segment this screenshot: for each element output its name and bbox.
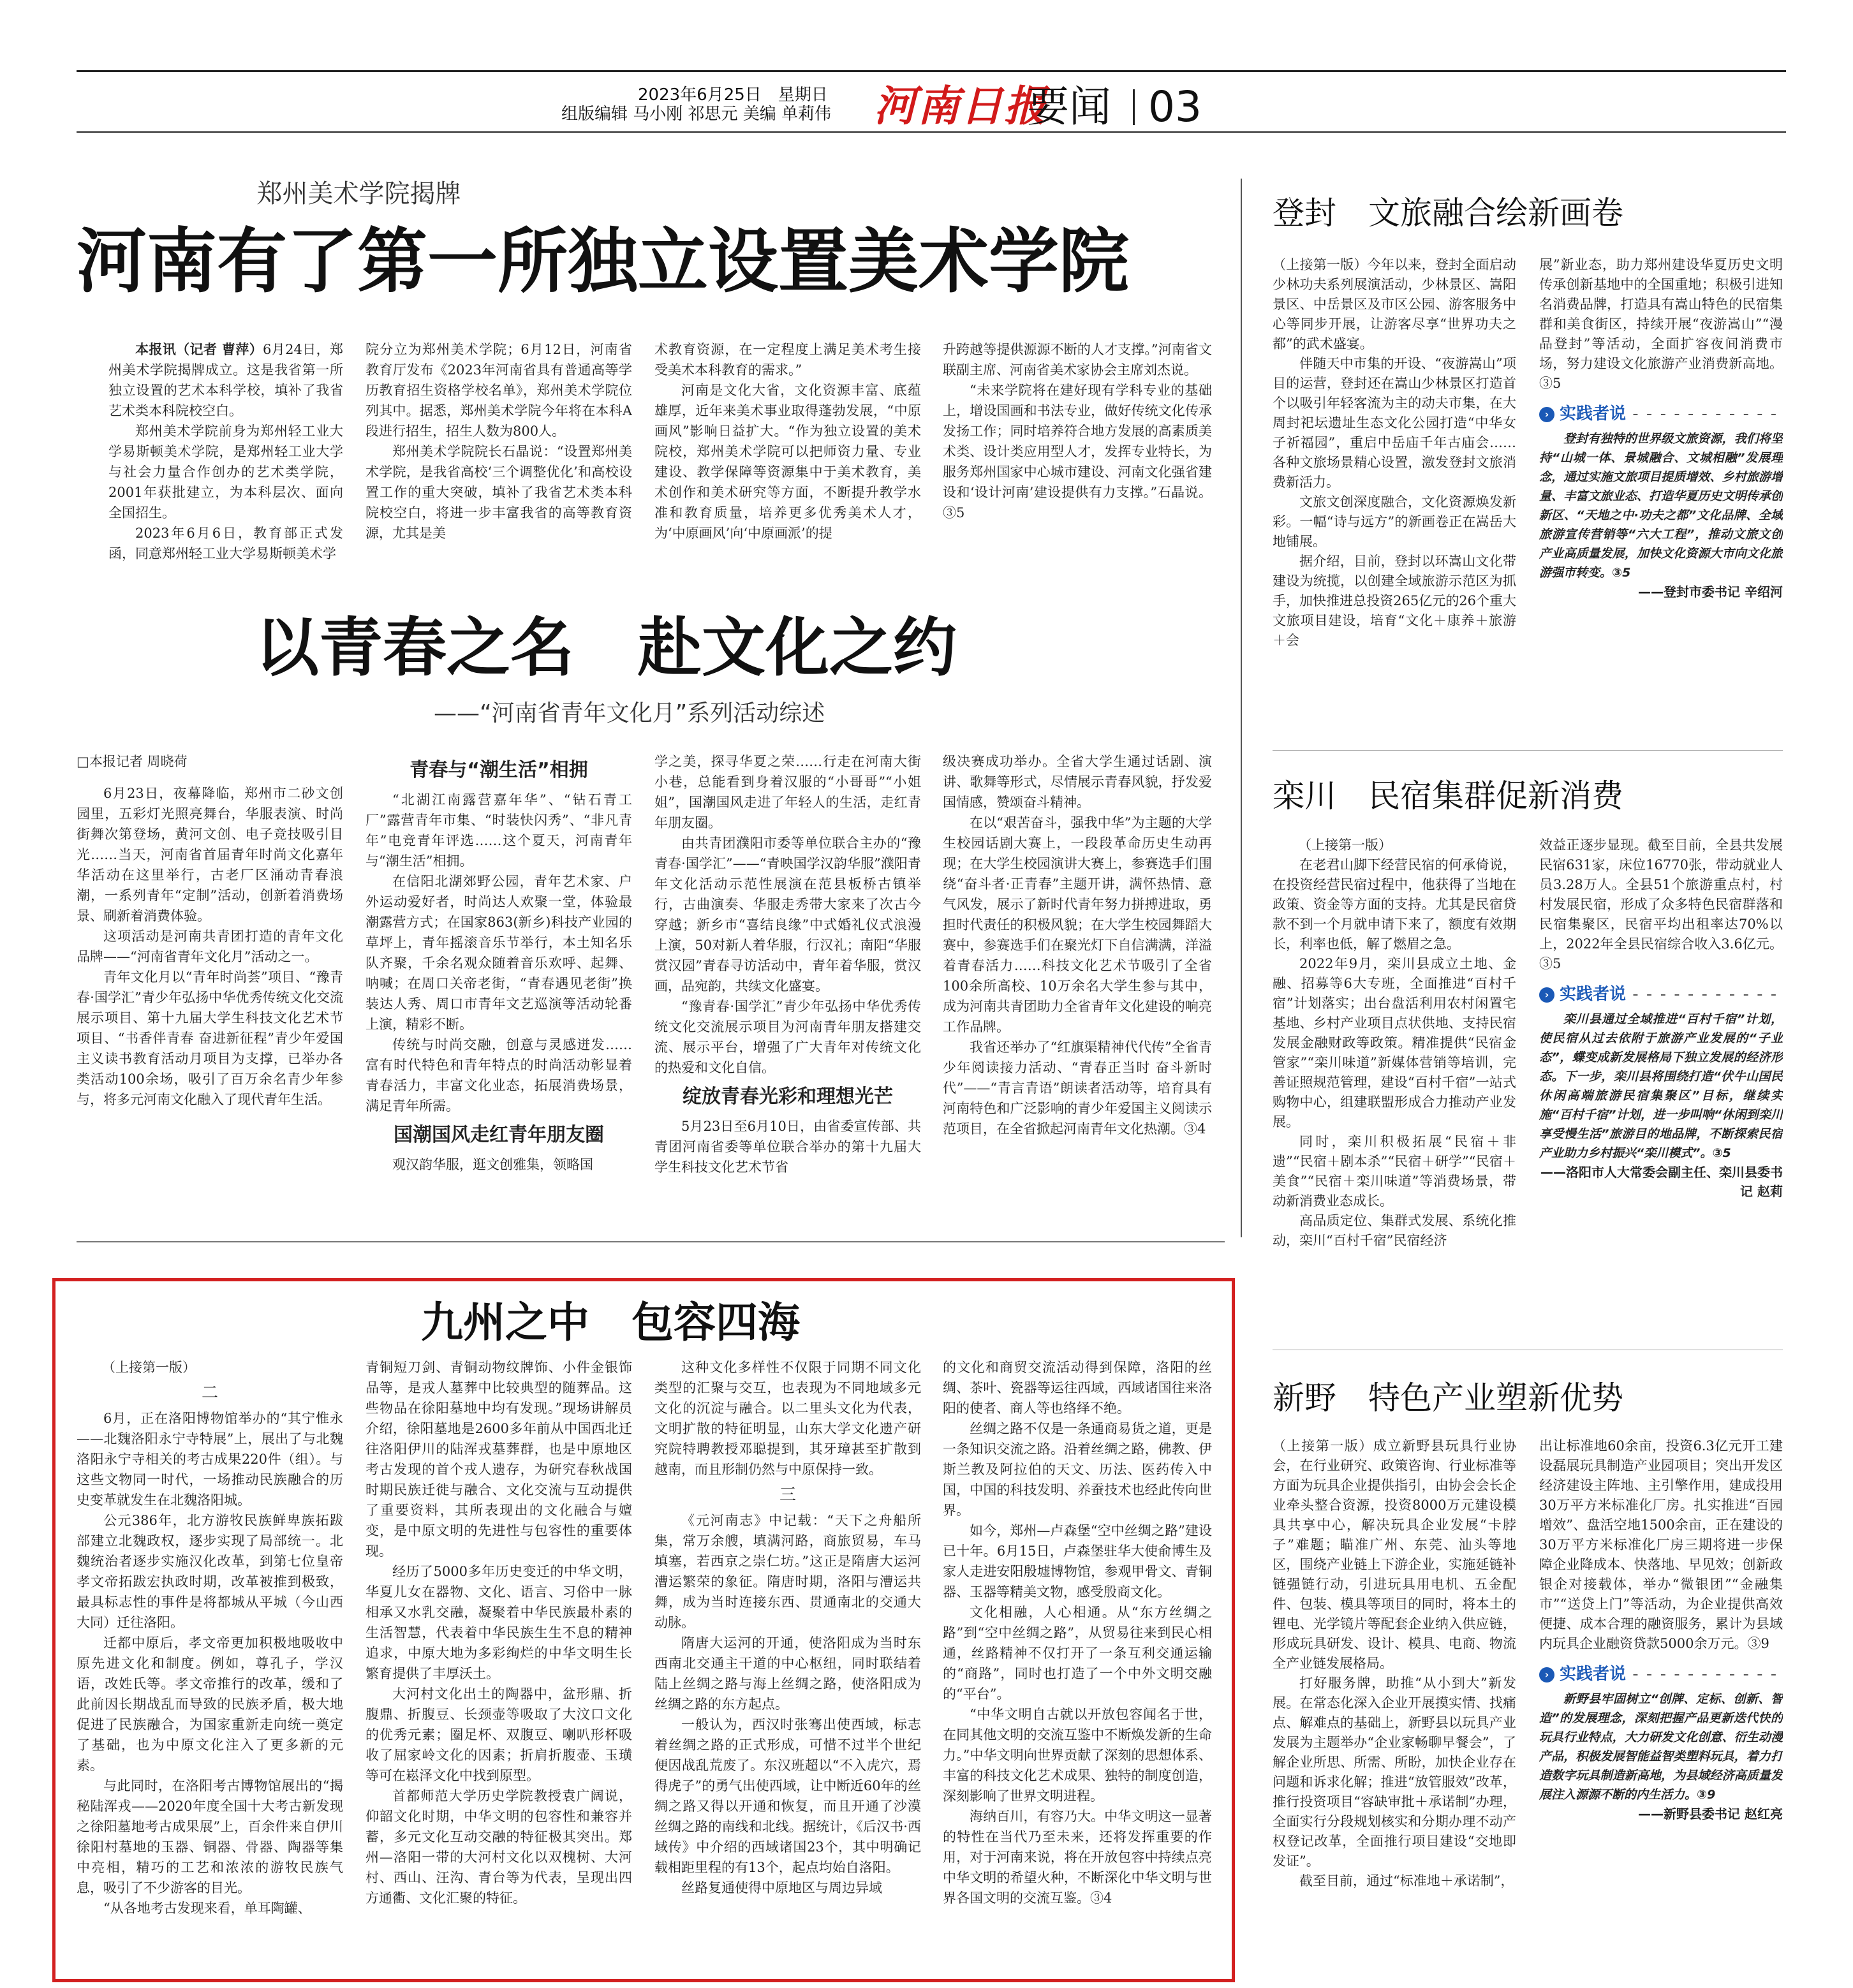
paragraph: 如今，郑州—卢森堡“空中丝绸之路”建设已十年。6月15日，卢森堡驻华大使俞博生及家人走进安阳殷墟博物馆，参观甲骨文、青铜器、玉器等精美文物，感受殷商文化。 [943, 1523, 1212, 1600]
practitioner-says-text: 实践者说 [1560, 985, 1627, 1004]
paragraph: 我省还举办了“红旗渠精神代代传”全省青少年阅读接力活动、“青春正当时 奋斗新时代”——“青言青语”朗读者活动等，培育具有河南特色和广泛影响的青少年爱国主义阅读示范项目，在全省掀起河南青年文化热潮。③4 [943, 1040, 1212, 1137]
paragraph: 截至目前，通过“标准地＋承诺制”， [1299, 1873, 1514, 1889]
youth-col-4 [943, 751, 1212, 1223]
practitioner-says-label: › 实践者说 - - - - - - - - - - - [1539, 1663, 1783, 1686]
youth-col-3 [654, 751, 921, 1223]
youth-subheading-2: 国潮国风走红青年朋友圈 [394, 1124, 604, 1146]
column-divider [1241, 179, 1242, 1237]
paragraph: 经历了5000多年历史变迁的中华文明，华夏儿女在器物、文化、语言、习俗中一脉相承又水乳交融，凝聚着中华民族最朴素的生活智慧，代表着中华民族生生不息的精神追求，中原大地为多彩绚烂的中华文明生长繁育提供了丰厚沃土。 [365, 1564, 632, 1681]
paragraph: 郑州美术学院院长石晶说：“设置郑州美术学院，是我省高校‘三个调整优化’和高校设置工作的重大突破，填补了我省艺术类本科院校空白，将进一步丰富我省的高等教育资源，尤其是美 [365, 444, 632, 541]
paragraph: 青铜短刀剑、青铜动物纹牌饰、小件金银饰品等，是戎人墓葬中比较典型的随葬品。这些物品在徐阳墓地中均有发现。”现场讲解员介绍，徐阳墓地是2600多年前从中国西北迁往洛阳伊川的陆浑戎墓葬群，也是中原地区考古发现的首个戎人遗存，为研究春秋战国时期民族迁徙与融合、文化交流与互动提供了重要资料，其所表现出的文化融合与嬗变，是中原文明的先进性与包容性的重要体现。 [365, 1360, 632, 1559]
paragraph: 文化相融，人心相通。从“东方丝绸之路”到“空中丝绸之路”，从贸易往来到民心相通，丝路精神不仅打开了一条互利交通运输的“商路”，同时也打造了一个中外文明交融的“平台”。 [943, 1605, 1212, 1702]
paragraph: 隋唐大运河的开通，使洛阳成为当时东西南北交通主干道的中心枢纽，同时联结着陆上丝绸之路与海上丝绸之路，使洛阳成为丝绸之路的东方起点。 [654, 1635, 921, 1712]
paragraph: 在以“艰苦奋斗，强我中华”为主题的大学生校园话剧大赛上，一段段革命历史生动再现；在大学生校园演讲大赛上，参赛选手们围绕“奋斗者·正青春”主题开讲，满怀热情、意气风发，展示了新时代青年努力拼搏进取，勇担时代责任的积极风貌；在大学生校园舞蹈大赛中，参赛选手们在聚光灯下自信满满，洋溢着青春活力……科技文化艺术节吸引了全省100余所高校、10万余名大学生参与其中，成为河南共青团助力全省青年文化建设的响亮工作品牌。 [943, 815, 1212, 1034]
quote-signature: ——登封市委书记 辛绍河 [1638, 584, 1783, 600]
paragraph: 《元河南志》中记载：“天下之舟船所集，常万余艘，填满河路，商旅贸易，车马填塞，若西京之崇仁坊。”这正是隋唐大运河漕运繁荣的象征。隋唐时期，洛阳与漕运共舞，成为当时连接东西、贯通南北的交通大动脉。 [654, 1513, 921, 1630]
issue-date: 2023年6月25日 星期日 [638, 85, 828, 105]
paragraph: 河南是文化大省，文化资源丰富、底蕴雄厚，近年来美术事业取得蓬勃发展，“中原画风”影响日益扩大。“作为独立设置的美术院校，郑州美术学院可以把师资力量、专业建设、教学保障等资源集中于美术教育，美术创作和美术研究等方面，不断提升教学水准和教育质量，培养更多优秀美术人才，为‘中原画风’向‘中原画派’的提 [654, 383, 921, 541]
section-name: 要闻 [1027, 82, 1111, 131]
youth-subtitle: ——“河南省青年文化月”系列活动综述 [434, 700, 825, 726]
paragraph: 观汉韵华服，逛文创雅集，领略国 [392, 1157, 593, 1172]
article-col-4 [943, 339, 1212, 573]
paragraph: 传统与时尚交融，创意与灵感迸发……富有时代特色和青年特点的时尚活动彰显着青春活力，丰富文化业态，拓展消费场景，满足青年所需。 [365, 1037, 632, 1114]
quote-signature: ——洛阳市人大常委会副主任、栾川县委书记 赵莉 [1540, 1165, 1783, 1199]
youth-subheading-1: 青春与“潮生活”相拥 [410, 759, 588, 781]
paragraph: 级决赛成功举办。全省大学生通过话剧、演讲、歌舞等形式，尽情展示青春风貌，抒发爱国情感，赞颂奋斗精神。 [943, 754, 1212, 810]
page-number: 03 [1148, 82, 1202, 131]
paragraph: 升跨越等提供源源不断的人才支撑。”河南省文联副主席、河南省美术家协会主席刘杰说。 [943, 342, 1212, 378]
paragraph: 展”新业态，助力郑州建设华夏历史文明传承创新基地中的全国重地；积极引进知名消费品牌，打造具有嵩山特色的民宿集群和美食街区，持续开展“夜游嵩山”“漫品登封”等活动，全面扩容夜间消费市场，努力建设文化旅游产业消费新高地。③5 [1539, 257, 1783, 391]
practitioner-quote: 新野县牢固树立“创牌、定标、创新、智造”的发展理念，深刻把握产品更新迭代快的玩具行业特点，大力研发文化创意、衍生动漫产品，积极发展智能益智类塑料玩具，着力打造数字玩具制造新高地，为县域经济高质量发展注入源源不断的内生活力。③9 [1539, 1692, 1783, 1802]
dengfeng-col-2 [1539, 255, 1783, 727]
paragraph: 在信阳北湖郊野公园，青年艺术家、户外运动爱好者，时尚达人欢聚一堂，体验最潮露营方式；在国家863(新乡)科技产业园的草坪上，青年摇滚音乐节举行，本土知名乐队齐聚，千余名观众随着音乐欢呼、起舞、呐喊；在周口关帝老街，“青春遇见老街”换装达人秀、周口市青年文艺巡演等活动轮番上演，精彩不断。 [365, 874, 632, 1032]
paragraph: 5月23日至6月10日，由省委宣传部、共青团河南省委等单位联合举办的第十九届大学生科技文化艺术节省 [654, 1119, 921, 1175]
paragraph: 6月，正在洛阳博物馆举办的“其宁惟永——北魏洛阳永宁寺特展”上，展出了与北魏洛阳永宁寺相关的考古成果220件（组）。与这些文物同一时代，一场推动民族融合的历史变革就发生在北魏洛阳城。 [77, 1411, 343, 1508]
chevron-right-icon: › [1539, 1667, 1554, 1682]
youth-byline: □本报记者 周晓荷 [77, 754, 188, 769]
luanchuan-col-2 [1539, 836, 1783, 1333]
paragraph: 打好服务牌，助推“从小到大”新发展。在常态化深入企业开展摸实情、找痛点、解难点的基础上，新野县以玩具产业发展为主题举办“企业家畅聊早餐会”，了解企业所思、所需、所盼，加快企业存在问题和诉求化解；推进“放管服效”改革，推行投资项目“容缺审批＋承诺制”办理，全面实行分段规划核实和分期办理不动产权登记改革，全面推行项目建设“交地即发证”。 [1273, 1675, 1516, 1869]
dengfeng-col-1 [1273, 255, 1516, 714]
paragraph: “未来学院将在建好现有学科专业的基础上，增设国画和书法专业，做好传统文化传承发扬工作；同时培养符合地方发展的高素质美术类、设计类应用型人才，发挥专业特长，为服务郑州国家中心城市建设、河南文化强省建设和‘设计河南’建设提供有力支撑。”石晶说。③5 [943, 383, 1212, 520]
dengfeng-headline: 登封 文旅融合绘新画卷 [1273, 195, 1623, 232]
paragraph: 首都师范大学历史学院教授袁广阔说，仰韶文化时期，中华文明的包容性和兼容并蓄，多元文化互动交融的特征极其突出。郑州—洛阳一带的大河村文化以双槐树、大河村、西山、汪沟、青台等为代表，呈现出四方通衢、文化汇聚的特征。 [365, 1788, 632, 1906]
practitioner-quote: 登封有独特的世界级文旅资源，我们将坚持“山城一体、景城融合、文城相融”发展理念，通过实施文旅项目提质增效、乡村旅游增量、丰富文旅业态、打造华夏历史文明传承创新区、“天地之中·功夫之都”文化品牌、全域旅游宣传营销等“六大工程”，推动文旅文创产业高质量发展，加快文化资源大市向文化旅游强市转变。③5 [1539, 432, 1783, 580]
jump-note: （上接第一版） [1298, 837, 1392, 853]
paragraph: 这种文化多样性不仅限于同期不同文化类型的汇聚与交互，也表现为不同地域多元文化的沉淀与融合。以二里头文化为代表，文明扩散的特征明显，山东大学文化遗产研究院特聘教授邓聪提到，其牙璋甚至扩散到越南，而且形制仍然与中原保持一致。 [654, 1360, 921, 1477]
paragraph: 丝路复通使得中原地区与周边异域 [681, 1880, 882, 1896]
paragraph: 效益正逐步显现。截至目前，全县共发展民宿631家，床位16770张，带动就业人员3.28万人。全县51个旅游重点村，村村发展民宿，形成了众多特色民宿群落和民宿集聚区，民宿平均出租率达70%以上，2022年全县民宿综合收入3.6亿元。③5 [1539, 837, 1783, 971]
jiuzhou-headline: 九州之中 包容四海 [421, 1297, 800, 1347]
paragraph: （上接第一版）成立新野县玩具行业协会，在行业研究、政策咨询、行业标准等方面为玩具企业提供指引，由协会会长企业牵头整合资源，投资8000万元建设模具共享中心，解决玩具企业发展“卡脖子”难题；瞄准广州、东莞、汕头等地区，围绕产业链上下游企业，实施延链补链强链行动，引进玩具用电机、五金配件、包装、模具等项目的同时，将本土的锂电、光学镜片等配套企业纳入供应链，形成玩具研发、设计、模具、电商、物流全产业链发展格局。 [1273, 1438, 1516, 1671]
right-rule-1 [1273, 750, 1783, 751]
paragraph: 郑州美术学院前身为郑州轻工业大学易斯顿美术学院，是郑州轻工业大学与社会力量合作创办的艺术类学院，2001年获批建立，为本科层次、面向全国招生。 [108, 423, 343, 520]
jiuzhou-col-1 [77, 1357, 343, 1975]
paragraph: 大河村文化出土的陶器中，盆形鼎、折腹鼎、折腹豆、长颈壶等吸取了大汶口文化的优秀元素；圈足杯、双腹豆、喇叭形杯吸收了屈家岭文化的因素；折肩折腹壶、玉璜等可在崧泽文化中找到原型。 [365, 1686, 632, 1783]
paragraph: 文旅文创深度融合，文化资源焕发新彩。一幅“诗与远方”的新画卷正在嵩岳大地铺展。 [1273, 494, 1516, 549]
paragraph: 一般认为，西汉时张骞出使西域，标志着丝绸之路的正式形成，可惜不过半个世纪便因战乱荒废了。东汉班超以“不入虎穴，焉得虎子”的勇气出使西域，让中断近60年的丝绸之路又得以开通和恢复，而且开通了沙漠丝绸之路的南线和北线。据统计，《后汉书·西域传》中介绍的西域诸国23个，其中明确记载相距里程的有13个，起点均始自洛阳。 [654, 1717, 921, 1875]
paragraph: “中华文明自古就以开放包容闻名于世，在同其他文明的交流互鉴中不断焕发新的生命力。”中华文明向世界贡献了深刻的思想体系、丰富的科技文化艺术成果、独特的制度创造，深刻影响了世界文明进程。 [943, 1707, 1212, 1804]
paragraph: 海纳百川，有容乃大。中华文明这一显著的特性在当代乃至未来，还将发挥重要的作用，对于河南来说，将在开放包容中持续点亮中华文明的希望火种，不断深化中华文明与世界各国文明的交流互鉴。③4 [943, 1809, 1212, 1906]
top-rule [77, 70, 1786, 72]
paragraph: 青年文化月以“青年时尚荟”项目、“豫青春·国学汇”青少年弘扬中华优秀传统文化交流展示项目、第十九届大学生科技文化艺术节项目、“书香伴青春 奋进新征程”青少年爱国主义读书教育活动月项目为支撑，已举办各类活动100余场，吸引了百万余名青少年参与，将多元河南文化融入了现代青年生活。 [77, 969, 343, 1107]
chevron-right-icon: › [1539, 987, 1554, 1003]
practitioner-says-label: › 实践者说 - - - - - - - - - - - [1539, 983, 1783, 1006]
article-col-2 [365, 339, 632, 573]
newspaper-logo: 河南日报 [874, 81, 1047, 131]
paragraph: “豫青春·国学汇”青少年弘扬中华优秀传统文化交流展示项目为河南青年朋友搭建交流、展示平台，增强了广大青年对传统文化的热爱和文化自信。 [654, 999, 921, 1075]
paragraph: “从各地考古发现来看，单耳陶罐、 [103, 1901, 311, 1916]
paragraph: 伴随天中市集的开设、“夜游嵩山”项目的运营，登封还在嵩山少林景区打造首个以吸引年轻客流为主的动夫市集，在大周封祀坛遗址生态文化公园打造“中华女子祈福园”，重启中岳庙千年古庙会……各种文旅场景精心设置，激发登封文旅消费新活力。 [1273, 356, 1516, 490]
youth-subheading-3: 绽放青春光彩和理想光芒 [683, 1086, 893, 1108]
youth-col-2 [365, 751, 632, 1223]
paragraph: 这项活动是河南共青团打造的青年文化品牌——“河南省青年文化月”活动之一。 [77, 929, 343, 964]
paragraph: “北湖江南露营嘉年华”、“钻石青工厂”露营青年市集、“时装快闪秀”、“非凡青年”电竞青年评选……这个夏天，河南青年与“潮生活”相拥。 [365, 792, 632, 869]
jiuzhou-col-3 [654, 1357, 921, 1975]
paragraph: 6月24日，郑州美术学院揭牌成立。这是我省第一所独立设置的艺术本科学校，填补了我省艺术类本科院校空白。 [108, 342, 343, 418]
paragraph: 迁都中原后，孝文帝更加积极地吸收中原先进文化和制度。例如，尊孔子，学汉语，改姓氏等。孝文帝推行的改革，缓和了此前因长期战乱而导致的民族矛盾，极大地促进了民族融合，为国家重新走向统一奠定了基础，也为中原文化注入了更多新的元素。 [77, 1635, 343, 1773]
article-col-1 [108, 339, 343, 573]
quote-signature: ——新野县委书记 赵红亮 [1638, 1806, 1783, 1822]
paragraph: 2023年6月6日，教育部正式发函，同意郑州轻工业大学易斯顿美术学 [108, 526, 343, 561]
paragraph: 高品质定位、集群式发展、系统化推动，栾川“百村千宿”民宿经济 [1273, 1213, 1516, 1248]
paragraph: 的文化和商贸交流活动得到保障，洛阳的丝绸、茶叶、瓷器等运往西域，西域诸国往来洛阳的使者、商人等也络绎不绝。 [943, 1360, 1212, 1416]
masthead-bottom-rule [77, 131, 1786, 133]
luanchuan-headline: 栾川 民宿集群促新消费 [1273, 777, 1623, 814]
youth-col-1 [77, 751, 343, 1223]
practitioner-says-text: 实践者说 [1560, 1665, 1627, 1684]
jump-note: （上接第一版） [102, 1360, 196, 1375]
jiuzhou-col-4 [943, 1357, 1212, 1975]
paragraph: 2022年9月，栾川县成立土地、金融、招募等6大专班，全面推进“百村千宿”计划落实；出台盘活利用农村闲置宅基地、乡村产业项目点状供地、支持民宿发展金融财政等政策。精准提供“民宿金管家”“栾川味道”新媒体营销等培训，完善证照规范管理，建设“百村千宿”一站式购物中心，组建联盟形成合力推动产业发展。 [1273, 956, 1516, 1130]
paragraph: 学之美，探寻华夏之荣……行走在河南大街小巷，总能看到身着汉服的“小哥哥”“小姐姐”，国潮国风走进了年轻人的生活，走红青年朋友圈。 [654, 754, 921, 830]
youth-headline: 以青春之名 赴文化之约 [255, 610, 957, 685]
paragraph: 出让标准地60余亩，投资6.3亿元开工建设磊展玩具制造产业园项目；突出开发区经济建设主阵地、主引擎作用，建成投用30万平方米标准化厂房。扎实推进“百园增效”、盘活空地1500余亩，正在建设的30万平方米标准化厂房三期将进一步保障企业降成本、快落地、早见效；创新政银企对接载体，举办“微银团”“金融集市”“送贷上门”等活动，为企业提供高效便捷、成本合理的融资服务，累计为县域内玩具企业融资贷款5000余万元。③9 [1539, 1438, 1783, 1651]
chevron-right-icon: › [1539, 407, 1554, 422]
section-number: 二 [201, 1383, 218, 1403]
xinye-col-2 [1539, 1436, 1783, 1978]
paragraph: 同时，栾川积极拓展“民宿＋非遗”“民宿＋剧本杀”“民宿＋研学”“民宿＋美食”“民宿＋栾川味道”等消费场景，带动新消费业态成长。 [1273, 1134, 1516, 1209]
paragraph: 据介绍，目前，登封以环嵩山文化带建设为统揽，以创建全域旅游示范区为抓手，加快推进总投资265亿元的26个重大文旅项目建设，培育“文化＋康养＋旅游＋会 [1273, 554, 1516, 648]
practitioner-quote: 栾川县通过全域推进“百村千宿”计划，使民宿从过去依附于旅游产业发展的“子业态”，蝶变成新发展格局下独立发展的经济形态。下一步，栾川县将围绕打造“伏牛山国民休闲高端旅游民宿集聚区”目标，继续实施“百村千宿”计划，进一步叫响“休闲到栾川享受慢生活”旅游目的地品牌，不断探索民宿产业助力乡村振兴“栾川模式”。③5 [1539, 1012, 1783, 1160]
paragraph: （上接第一版）今年以来，登封全面启动少林功夫系列展演活动，少林景区、嵩阳景区、中岳景区及市区公园、游客服务中心等同步开展，让游客尽享“世界功夫之都”的武术盛宴。 [1273, 257, 1516, 351]
article-byline: 本报讯（记者 曹萍） [135, 342, 263, 357]
practitioner-says-text: 实践者说 [1560, 404, 1627, 423]
paragraph: 公元386年，北方游牧民族鲜卑族拓跋部建立北魏政权，逐步实现了局部统一。北魏统治者逐步实施汉化改革，到第七位皇帝孝文帝拓跋宏执政时期，改革被推到极致，最具标志性的事件是将都城从平城（今山西大同）迁往洛阳。 [77, 1513, 343, 1630]
paragraph: 术教育资源，在一定程度上满足美术考生接受美术本科教育的需求。” [654, 342, 921, 378]
jiuzhou-col-2 [365, 1357, 632, 1975]
practitioner-says-label: › 实践者说 - - - - - - - - - - - [1539, 402, 1783, 425]
section-number: 三 [779, 1485, 796, 1505]
paragraph: 与此同时，在洛阳考古博物馆展出的“揭秘陆浑戎——2020年度全国十大考古新发现之徐阳墓地考古成果展”上，百余件来自伊川徐阳村墓地的玉器、铜器、骨器、陶器等集中亮相，精巧的工艺和浓浓的游牧民族气息，吸引了不少游客的目光。 [77, 1778, 343, 1896]
editor-staff: 组版编辑 马小刚 祁思元 美编 单莉伟 [561, 105, 832, 124]
paragraph: 丝绸之路不仅是一条通商易货之道，更是一条知识交流之路。沿着丝绸之路，佛教、伊斯兰教及阿拉伯的天文、历法、医药传入中国，中国的科技发明、养蚕技术也经此传向世界。 [943, 1421, 1212, 1518]
luanchuan-col-1 [1273, 836, 1516, 1333]
paragraph: 院分立为郑州美术学院；6月12日，河南省教育厅发布《2023年河南省具有普通高等学历教育招生资格学校名单》，郑州美术学院位列其中。据悉，郑州美术学院今年将在本科A段进行招生，招生人数为800人。 [365, 342, 632, 439]
paragraph: 在老君山脚下经营民宿的何承倚说，在投资经营民宿过程中，他获得了当地在政策、资金等方面的支持。尤其是民宿贷款不到一个月就申请下来了，额度有效期长，利率也低，解了燃眉之急。 [1273, 857, 1516, 952]
article-col-3 [654, 339, 921, 573]
masthead-divider [1133, 89, 1135, 125]
paragraph: 6月23日，夜幕降临，郑州市二砂文创园里，五彩灯光照亮舞台，华服表演、时尚街舞次第登场，黄河文创、电子竞技吸引目光……当天，河南省首届青年时尚文化嘉年华活动在这里举行，古老厂区涌动青春浪潮，一系列青年“定制”活动，创新着消费场景、刷新着消费体验。 [77, 786, 343, 924]
xinye-headline: 新野 特色产业塑新优势 [1273, 1380, 1623, 1417]
paragraph: 由共青团濮阳市委等单位联合主办的“豫青春·国学汇”——“青映国学汉韵华服”濮阳青年文化活动示范性展演在范县板桥古镇举行，古曲演奏、华服走秀带大家来了次古今穿越；新乡市“喜结良缘”中式婚礼仪式浪漫上演，50对新人着华服，行汉礼；南阳“华服赏汉园”青春寻访活动中，青年着华服，赏汉画，品宛韵，共续文化盛宴。 [654, 836, 921, 994]
xinye-col-1 [1273, 1436, 1516, 1978]
article-kicker: 郑州美术学院揭牌 [256, 179, 461, 209]
section-rule [77, 1241, 1225, 1242]
article-headline: 河南有了第一所独立设置美术学院 [77, 220, 1129, 302]
